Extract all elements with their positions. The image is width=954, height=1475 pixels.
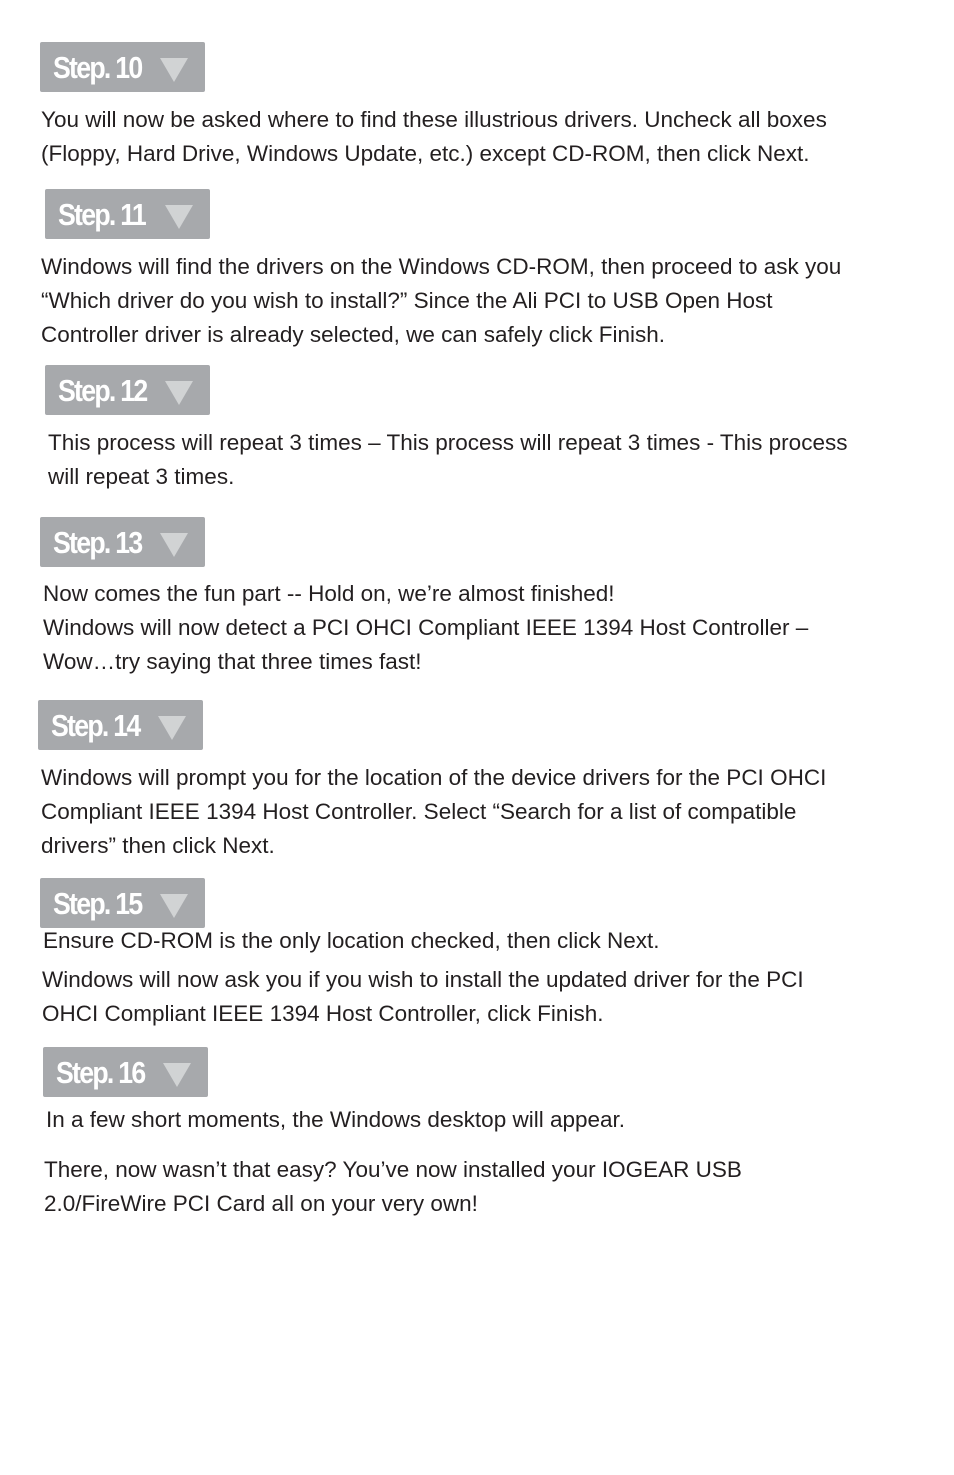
step-12-badge bbox=[45, 365, 210, 415]
text-line: OHCI Compliant IEEE 1394 Host Controller, click Finish. bbox=[42, 1001, 604, 1026]
step-14-text bbox=[41, 761, 826, 863]
step-15-label: Step. 15 bbox=[53, 885, 142, 921]
text-line: “Which driver do you wish to install?” Since the Ali PCI to USB Open Host bbox=[41, 288, 773, 313]
text-line: Windows will find the drivers on the Windows CD-ROM, then proceed to ask you bbox=[41, 254, 842, 279]
step-15-text-2 bbox=[42, 963, 804, 1031]
step-16-text-2 bbox=[44, 1153, 742, 1221]
step-12-text bbox=[48, 426, 847, 494]
text-line: Windows will now ask you if you wish to install the updated driver for the PCI bbox=[42, 967, 804, 992]
text-line: Windows will now detect a PCI OHCI Compliant IEEE 1394 Host Controller – bbox=[43, 615, 809, 640]
step-10-badge bbox=[40, 42, 205, 92]
step-16-text-1 bbox=[46, 1103, 625, 1137]
text-line: will repeat 3 times. bbox=[48, 464, 235, 489]
step-13-badge bbox=[40, 517, 205, 567]
step-13-label: Step. 13 bbox=[53, 524, 142, 560]
text-line: Compliant IEEE 1394 Host Controller. Select “Search for a list of compatible bbox=[41, 799, 797, 824]
text-line: drivers” then click Next. bbox=[41, 833, 275, 858]
step-11-label: Step. 11 bbox=[58, 196, 146, 232]
down-triangle-icon bbox=[165, 205, 193, 229]
step-14-badge bbox=[38, 700, 203, 750]
text-line: This process will repeat 3 times – This process will repeat 3 times - This process bbox=[48, 430, 848, 455]
step-13-text bbox=[43, 577, 808, 679]
text-line: In a few short moments, the Windows desktop will appear. bbox=[46, 1107, 626, 1132]
down-triangle-icon bbox=[160, 58, 188, 82]
down-triangle-icon bbox=[160, 533, 188, 557]
text-line: Controller driver is already selected, we can safely click Finish. bbox=[41, 322, 665, 347]
step-11-text bbox=[41, 250, 841, 352]
text-line: Windows will prompt you for the location of the device drivers for the PCI OHCI bbox=[41, 765, 827, 790]
step-14-label: Step. 14 bbox=[51, 707, 140, 743]
text-line: 2.0/FireWire PCI Card all on your very own! bbox=[44, 1191, 478, 1216]
step-15-badge bbox=[40, 878, 205, 928]
step-10-text bbox=[41, 103, 827, 171]
text-line: You will now be asked where to find these illustrious drivers. Uncheck all boxes bbox=[41, 107, 827, 132]
text-line: Now comes the fun part -- Hold on, we’re almost finished! bbox=[43, 581, 615, 606]
down-triangle-icon bbox=[160, 894, 188, 918]
text-line: (Floppy, Hard Drive, Windows Update, etc.) except CD-ROM, then click Next. bbox=[41, 141, 810, 166]
text-line: Ensure CD-ROM is the only location checked, then click Next. bbox=[43, 928, 660, 953]
text-line: Wow…try saying that three times fast! bbox=[43, 649, 422, 674]
step-12-label: Step. 12 bbox=[58, 372, 147, 408]
down-triangle-icon bbox=[163, 1063, 191, 1087]
step-16-badge bbox=[43, 1047, 208, 1097]
step-10-label: Step. 10 bbox=[53, 49, 142, 85]
step-15-text-1 bbox=[43, 924, 660, 958]
step-16-label: Step. 16 bbox=[56, 1054, 145, 1090]
down-triangle-icon bbox=[158, 716, 186, 740]
text-line: There, now wasn’t that easy? You’ve now installed your IOGEAR USB bbox=[44, 1157, 742, 1182]
step-11-badge bbox=[45, 189, 210, 239]
down-triangle-icon bbox=[165, 381, 193, 405]
